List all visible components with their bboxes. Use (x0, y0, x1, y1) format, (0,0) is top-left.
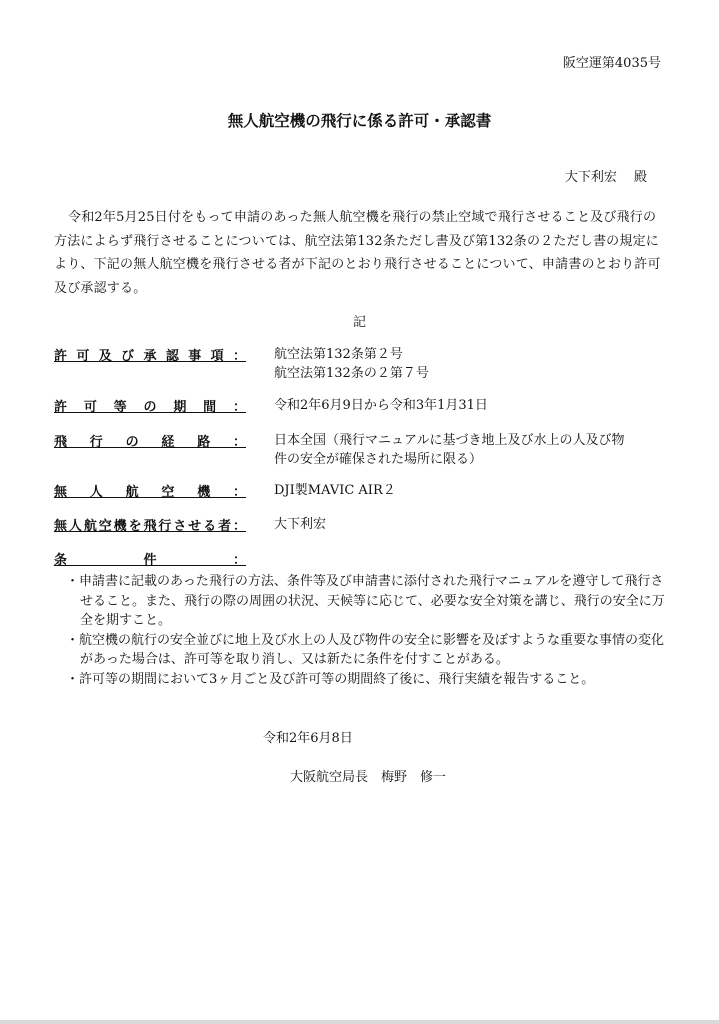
document-title: 無人航空機の飛行に係る許可・承認書 (227, 112, 492, 130)
route-value (274, 431, 684, 469)
conditions-list (66, 572, 666, 689)
operator-value: 大下利宏 (274, 517, 327, 532)
body-paragraph: 令和2年5月25日付をもって申請のあった無人航空機を飛行の禁止空域で飛行させること及び飛行の方法によらず飛行させることについては、航空法第132条ただし書及び第132条の２ただし書の規定により、下記の無人航空機を飛行させる者が下記のとおり飛行させることについて、申請書のとおり許可及び承認する。 (54, 210, 661, 296)
page-bottom-border (0, 1020, 719, 1024)
approval-line-1: 航空法第132条第２号 (274, 347, 403, 362)
aircraft-label: 無人航空機： (54, 485, 246, 500)
condition-item: ・航空機の航行の安全並びに地上及び水上の人及び物件の安全に影響を及ぼすような重要な事情の変化があった場合は、許可等を取り消し、又は新たに条件を付すことがある。 (66, 632, 665, 667)
operator-label: 無人航空機を飛行させる者： (54, 519, 246, 534)
condition-item: ・申請書に記載のあった飛行の方法、条件等及び申請書に添付された飛行マニュアルを遵守して飛行させること。また、飛行の際の周囲の状況、天候等に応じて、必要な安全対策を講じ、飛行の安全に万全を期すこと。 (66, 574, 665, 628)
issuer-name: 大阪航空局長 梅野 修一 (290, 770, 447, 785)
conditions-label: 条件： (54, 553, 246, 568)
route-line-2: 件の安全が確保された場所に限る） (274, 452, 483, 467)
period-label: 許可等の期間： (54, 400, 246, 415)
aircraft-value: DJI製MAVIC AIR２ (274, 483, 396, 498)
period-value: 令和2年6月9日から令和3年1月31日 (274, 398, 488, 413)
route-line-1: 日本全国（飛行マニュアルに基づき地上及び水上の人及び物 (274, 433, 625, 448)
recipient-name: 大下利宏 殿 (564, 170, 647, 185)
issue-date: 令和2年6月8日 (263, 731, 353, 746)
approval-line-2: 航空法第132条の２第７号 (274, 366, 429, 381)
ki-heading: 記 (352, 315, 366, 330)
approval-items-label: 許可及び承認事項： (54, 349, 246, 364)
document-number: 阪空運第4035号 (562, 56, 661, 71)
condition-item: ・許可等の期間において3ヶ月ごと及び許可等の期間終了後に、飛行実績を報告すること。 (66, 671, 595, 687)
route-label: 飛行の経路： (54, 435, 246, 450)
approval-items-value (274, 345, 684, 383)
